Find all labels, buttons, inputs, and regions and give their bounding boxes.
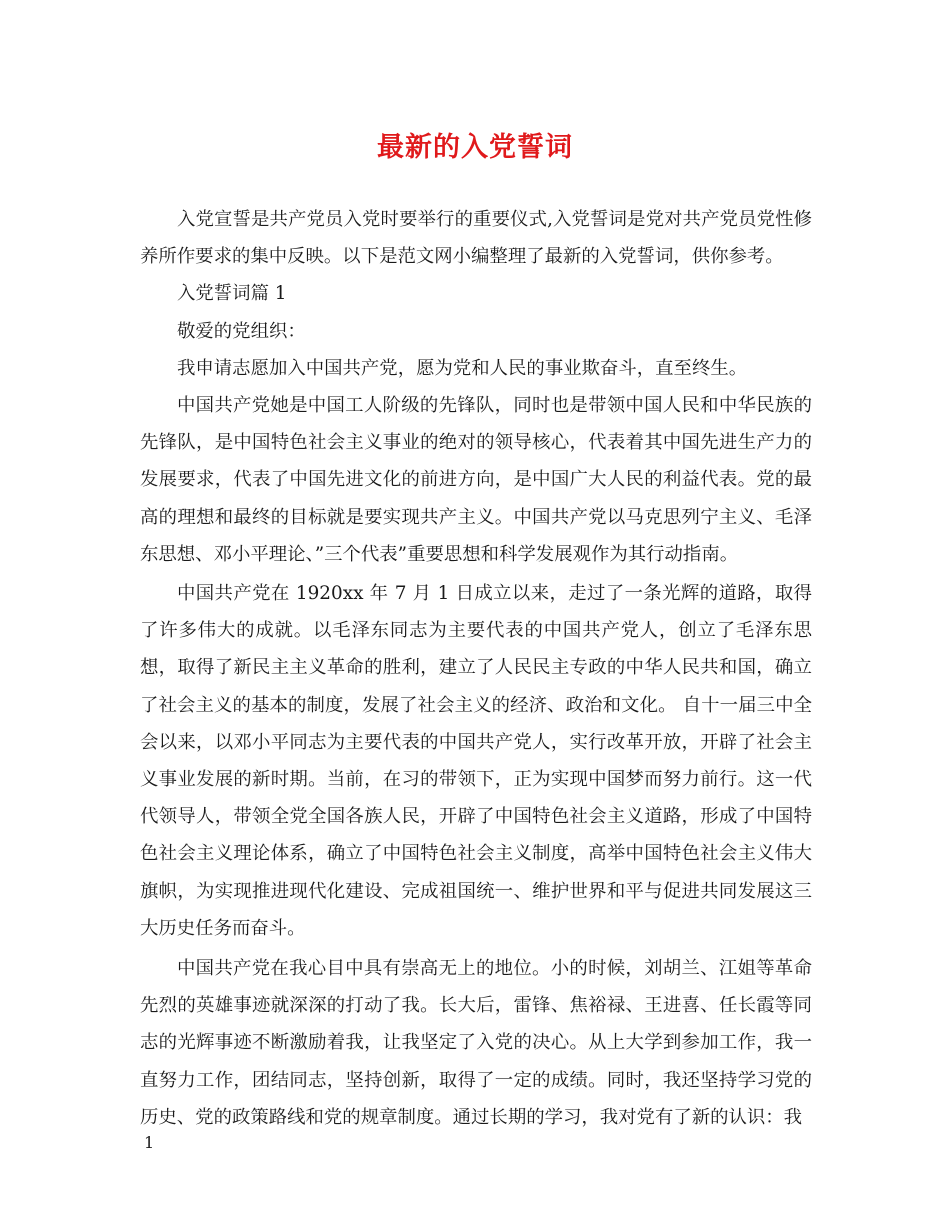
salutation: 敬爱的党组织： — [177, 320, 306, 342]
paragraph: 中国共产党她是中国工人阶级的先锋队，同时也是带领中国人民和中华民族的先锋队，是中国特色社会主义事业的绝对的领导核心，代表着其中国先进生产力的发展要求，代表了中国先进文化的前进方向，是中国广大人民的利益代表。党的最高的理想和最终的目标就是要实现共产主义。中国共产党以马克思列宁主义、毛泽东思想、邓小平理论、”三个代表”重要思想和科学发展观作为其行动指南。 — [140, 395, 812, 565]
document-title: 最新的入党誓词 — [377, 132, 573, 163]
paragraph: 中国共产党在我心目中具有崇高无上的地位。小的时候，刘胡兰、江姐等革命先烈的英雄事迹就深深的打动了我。长大后，雷锋、焦裕禄、王进喜、任长霞等同志的光辉事迹不断激励着我，让我坚定了入党的决心。从上大学到参加工作，我一直努力工作，团结同志，坚持创新，取得了一定的成绩。同时，我还坚持学习党的历史、党的政策路线和党的规章制度。通过长期的学习，我对党有了新的认识：我 — [140, 958, 812, 1128]
section-heading: 入党誓词篇 1 — [177, 283, 287, 305]
document-body — [140, 201, 812, 1136]
page-number: 1 — [144, 1133, 155, 1152]
paragraph-intro: 入党宣誓是共产党员入党时要举行的重要仪式,入党誓词是党对共产党员党性修养所作要求的集中反映。以下是范文网小编整理了最新的入党誓词，供你参考。 — [140, 209, 812, 268]
paragraph: 中国共产党在 1920xx 年 7 月 1 日成立以来，走过了一条光辉的道路，取得了许多伟大的成就。以毛泽东同志为主要代表的中国共产党人，创立了毛泽东思想，取得了新民主主义革命的胜利，建立了人民民主专政的中华人民共和国，确立了社会主义的基本的制度，发展了社会主义的经济、政治和文化。 自十一届三中全会以来，以邓小平同志为主要代表的中国共产党人，实行改革开放，开辟了社会主义事业发展的新时期。当前，在习的带领下，正为实现中国梦而努力前行。这一代代领导人，带领全党全国各族人民，开辟了中国特色社会主义道路，形成了中国特色社会主义理论体系，确立了中国特色社会主义制度，高举中国特色社会主义伟大旗帜，为实现推进现代化建设、完成祖国统一、维护世界和平与促进共同发展这三大历史任务而奋斗。 — [140, 583, 812, 939]
paragraph: 我申请志愿加入中国共产党，愿为党和人民的事业欺奋斗，直至终生。 — [177, 357, 748, 379]
